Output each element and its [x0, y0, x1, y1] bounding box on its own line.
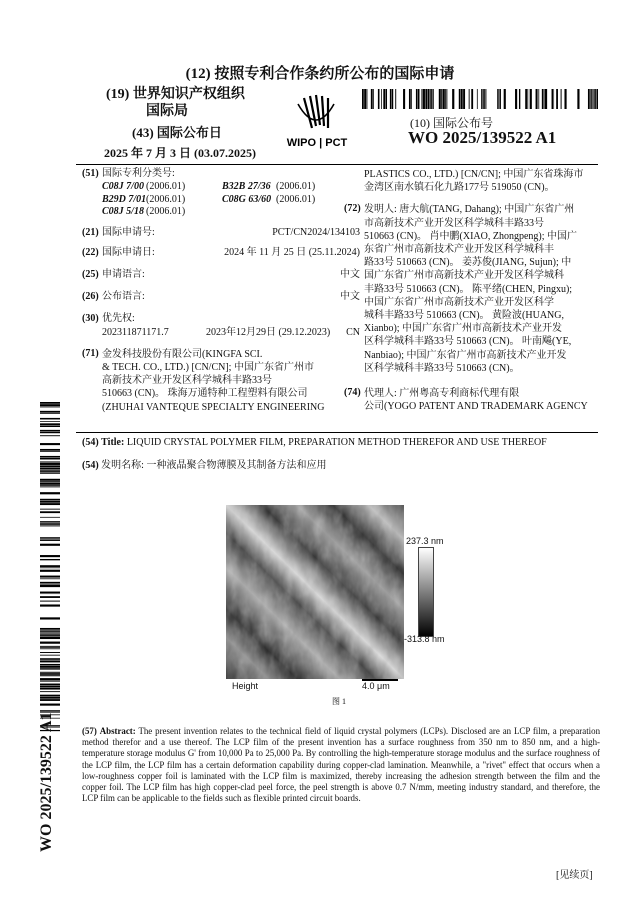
f21-code: (21)	[82, 226, 99, 238]
inventor-line: 路33号 510663 (CN)。 姜苏俊(JIANG, Sujun); 中	[364, 257, 572, 269]
barcode-bar	[433, 89, 434, 109]
barcode-bar	[40, 523, 60, 524]
ipc-row	[82, 206, 360, 219]
f21-value: PCT/CN2024/134103	[272, 226, 360, 238]
barcode-bar	[544, 89, 545, 109]
barcode-bar	[40, 596, 60, 598]
barcode-bar	[40, 655, 60, 656]
barcode-bar	[40, 681, 60, 682]
barcode-bar	[40, 483, 60, 485]
ipc-version: (2006.01)	[276, 181, 316, 192]
f30-number: 202311871171.7	[102, 326, 169, 338]
barcode-bar	[386, 89, 387, 109]
barcode-bar	[40, 538, 60, 539]
ipc-row	[82, 194, 360, 207]
f30-label: 优先权:	[102, 312, 135, 324]
barcode-bar	[40, 555, 60, 557]
barcode-bar	[373, 89, 374, 109]
barcode-bar	[40, 584, 60, 585]
barcode-bar	[40, 617, 60, 619]
f72-code: (72)	[344, 203, 361, 215]
barcode-bar	[40, 461, 60, 462]
abstract-text: The present invention relates to the technical field of liquid crystal polymers (LCPs). Disclosed are an LCP film, a preparation method therefor and a use thereof. The LCP film of the present invention has a surface roughness from 350 nm to 850 nm, and a high-temperature storage modulus G' from 10,000 Pa to 25,000 Pa. By controlling the high-temperature storage modulus and the surface roughness of the LCP film, the LCP film has a certain deformation capability during copper-clad lamination. Meanwhile, a "rivet" effect that occurs when a low-roughness copper foil is laminated with the LCP film is maximized, thereby increasing the adhesion strength between the film and the copper foil. The LCP film has high copper-clad peel force, the peel strength is above 0.7 N/mm, meeting industry standard, and therefore, the LCP film can be applicable to the fields such as flexible printed circuit boards.	[82, 726, 601, 804]
inventor-line: 市高新技术产业开发区科学城科丰路33号	[364, 217, 544, 229]
barcode-bar	[553, 89, 554, 109]
barcode-bar	[40, 443, 60, 445]
header-rule	[76, 164, 598, 165]
barcode-bar	[542, 89, 543, 109]
barcode-bar	[40, 471, 60, 472]
barcode-bar	[411, 89, 412, 109]
barcode-bar	[40, 631, 60, 632]
barcode-bar	[40, 526, 60, 527]
abstract	[82, 726, 600, 804]
pubno-code: (10)	[410, 116, 430, 130]
ipc-version: (2006.01)	[146, 206, 186, 218]
barcode-bar	[536, 89, 537, 109]
barcode-bar	[525, 89, 527, 109]
f30-date: 2023年12月29日 (29.12.2023)	[206, 326, 331, 338]
barcode-bar	[40, 695, 60, 697]
org-code: (19)	[106, 87, 130, 102]
inventor-line: 丰路33号 510663 (CN)。 陈平绪(CHEN, Pingxu);	[364, 283, 573, 295]
barcode-bar	[527, 89, 528, 109]
left-column	[82, 168, 360, 414]
barcode-bar	[40, 642, 60, 644]
barcode-bar	[545, 89, 547, 109]
barcode-bar	[40, 501, 60, 503]
barcode-bar	[40, 468, 60, 470]
publication-date	[104, 124, 256, 162]
barcode-bar	[486, 89, 487, 109]
inventor-line: 中国广东省广州市高新技术产业开发区科学	[364, 296, 554, 308]
barcode-bar	[40, 635, 60, 636]
logo-text: WIPO | PCT	[286, 137, 348, 149]
barcode-bar	[40, 517, 60, 518]
f22-label: 国际申请日:	[102, 246, 155, 258]
barcode-bar	[40, 537, 60, 538]
barcode-bar	[40, 652, 60, 653]
barcode-bar	[515, 89, 517, 109]
f26-value: 中文	[340, 290, 360, 302]
inventor-line: Nanbiao); 中国广东省广州市高新技术产业开发	[364, 349, 567, 361]
applicant-line: 高新技术产业开发区科学城科丰路33号	[102, 375, 272, 387]
ipc-version: (2006.01)	[146, 193, 186, 205]
f22-value: 2024 年 11 月 25 日 (25.11.2024)	[224, 246, 360, 258]
barcode-bar	[481, 89, 482, 109]
f30-country: CN	[346, 326, 360, 338]
barcode-bar	[40, 544, 60, 546]
pubdate-code: (43)	[132, 125, 154, 140]
barcode-bar	[561, 89, 562, 109]
barcode-bar	[40, 521, 60, 522]
barcode-bar	[40, 465, 60, 467]
barcode-bar	[40, 646, 60, 647]
f30-code: (30)	[82, 312, 99, 324]
barcode-bar	[40, 688, 60, 690]
applicant-line: 510663 (CN)。 珠海万通特种工程塑料有限公司	[102, 388, 308, 400]
barcode-bar	[383, 89, 385, 109]
abstract-label: Abstract:	[99, 726, 136, 736]
ipc-code: C08G 63/60	[222, 193, 272, 205]
length-scale-label: 4.0 μm	[362, 681, 390, 691]
barcode-bar	[40, 634, 60, 635]
barcode-bar	[392, 89, 394, 109]
barcode-bar	[577, 89, 579, 109]
f25-label: 申请语言:	[102, 268, 145, 280]
barcode-bar	[439, 89, 441, 109]
barcode-bar	[40, 710, 60, 711]
barcode-bar	[594, 89, 595, 109]
barcode-bar	[452, 89, 454, 109]
barcode-bar	[40, 648, 60, 649]
f71-code: (71)	[82, 347, 99, 359]
title-en-label: Title:	[101, 437, 125, 448]
barcode-bar	[40, 451, 60, 452]
right-column	[344, 168, 602, 413]
ipc-code: C08J 5/18	[102, 206, 144, 218]
continued-mark: [见续页]	[556, 870, 593, 881]
wipo-logo-icon	[268, 88, 366, 152]
barcode-bar	[40, 503, 60, 505]
barcode-bar	[591, 89, 592, 109]
wipo-organization	[106, 86, 245, 120]
ipc-version: (2006.01)	[146, 181, 186, 192]
barcode-bar	[459, 89, 461, 109]
barcode-bar	[40, 570, 60, 572]
scale-top-label: 237.3 nm	[406, 536, 444, 546]
barcode-bar	[40, 592, 60, 593]
barcode-bar	[519, 89, 520, 109]
barcode-bar	[40, 576, 60, 577]
barcode-bar	[40, 499, 60, 501]
applicant-continued	[364, 168, 602, 194]
barcode-bar	[40, 601, 60, 602]
ipc-code: C08J 7/00	[102, 181, 144, 192]
barcode-bar	[40, 421, 60, 422]
barcode-bar	[40, 509, 60, 510]
barcode-bar	[461, 89, 463, 109]
barcode-bar	[40, 449, 60, 451]
ipc-list	[82, 181, 360, 219]
abstract-code: (57)	[82, 726, 97, 736]
inventor-line: 区科学城科丰路33号 510663 (CN)。 叶南飚(YE,	[364, 336, 572, 348]
barcode-bar	[471, 89, 473, 109]
barcode-bar	[40, 473, 60, 474]
height-label: Height	[232, 681, 259, 691]
barcode-bar	[40, 463, 60, 465]
barcode-bar	[40, 565, 60, 567]
barcode-bar	[530, 89, 532, 109]
agent-line: 代理人: 广州粤高专利商标代理有限	[364, 388, 520, 400]
inventor-line: 城科丰路33号 510663 (CN)。 黄险波(HUANG,	[364, 310, 564, 322]
barcode-bar	[428, 89, 430, 109]
agent-line: 公司(YOGO PATENT AND TRADEMARK AGENCY	[364, 401, 588, 413]
barcode-bar	[40, 458, 60, 460]
barcode-bar	[40, 697, 60, 699]
barcode-bar	[40, 411, 60, 413]
inventor-line: 区科学城科丰路33号 510663 (CN)。	[364, 362, 520, 374]
applicant-line: 金湾区南水镇石化九路177号 519050 (CN)。	[364, 182, 555, 194]
barcode-bar	[40, 668, 60, 669]
barcode-bar	[564, 89, 566, 109]
f26-code: (26)	[82, 290, 99, 302]
barcode-bar	[367, 89, 368, 109]
barcode-bar	[371, 89, 373, 109]
barcode-bar	[40, 430, 60, 431]
barcode-bar	[40, 704, 60, 706]
title-section	[82, 437, 602, 448]
barcode-bar	[40, 407, 60, 408]
barcode-bar	[483, 89, 484, 109]
publication-number: WO 2025/139522 A1	[408, 128, 557, 147]
inventor-line: 国广东省广州市高新技术产业开发区科学城科	[364, 270, 564, 282]
barcode-bar	[595, 89, 596, 109]
figure-caption: 图 1	[332, 697, 346, 706]
barcode-bar	[40, 511, 60, 513]
mid-rule	[76, 432, 598, 433]
f71-applicants	[102, 348, 360, 414]
barcode-bar	[40, 664, 60, 666]
f51-label: 国际专利分类号:	[102, 168, 175, 179]
org-sub: 国际局	[146, 104, 188, 119]
barcode-bar	[445, 89, 446, 109]
barcode-bar	[40, 423, 60, 425]
title-cn-label: 发明名称:	[101, 460, 144, 471]
barcode-bar	[40, 659, 60, 660]
barcode-bar	[40, 402, 60, 404]
org-name: 世界知识产权组织	[132, 87, 245, 102]
barcode-bar	[40, 593, 60, 594]
barcode-bar	[40, 559, 60, 560]
barcode-side	[40, 402, 60, 732]
barcode-bar	[418, 89, 420, 109]
barcode-bar	[430, 89, 431, 109]
barcode-bar	[421, 89, 422, 109]
f74-code: (74)	[344, 387, 361, 399]
barcode-bar	[463, 89, 465, 109]
barcode-bar	[40, 404, 60, 406]
afm-height-image	[226, 505, 404, 679]
barcode-bar	[40, 630, 60, 631]
inventor-line: 东省广州市高新技术产业开发区科学城科丰	[364, 244, 554, 256]
ipc-code: B32B 27/36	[222, 181, 271, 192]
document-title: (12) 按照专利合作条约所公布的国际申请	[185, 66, 455, 82]
barcode-bar	[40, 633, 60, 634]
barcode-bar	[40, 699, 60, 701]
barcode-bar	[40, 585, 60, 587]
barcode-bar	[40, 582, 60, 583]
barcode-bar	[40, 540, 60, 541]
barcode-bar	[590, 89, 591, 109]
ipc-version: (2006.01)	[276, 193, 316, 205]
f21-label: 国际申请号:	[102, 226, 155, 238]
scale-bottom-label: -313.8 nm	[404, 634, 445, 644]
barcode-top	[362, 89, 598, 109]
barcode-bar	[40, 675, 60, 676]
ipc-row	[82, 181, 360, 194]
barcode-bar	[469, 89, 470, 109]
barcode-bar	[40, 577, 60, 578]
f25-code: (25)	[82, 268, 99, 280]
barcode-bar	[416, 89, 417, 109]
barcode-bar	[40, 673, 60, 675]
title-cn-row	[82, 456, 602, 471]
barcode-bar	[362, 89, 364, 109]
f72-inventors	[364, 203, 602, 375]
inventor-line: 510663 (CN)。 肖中鹏(XIAO, Zhongpeng); 中国广	[364, 230, 578, 242]
barcode-bar	[40, 691, 60, 692]
barcode-bar	[40, 647, 60, 648]
barcode-bar	[40, 470, 60, 471]
pubdate-value: 2025 年 7 月 3 日 (03.07.2025)	[104, 146, 256, 160]
barcode-bar	[381, 89, 382, 109]
applicant-line: (ZHUHAI VANTEQUE SPECIALTY ENGINEERING	[102, 401, 325, 413]
barcode-bar	[40, 661, 60, 663]
f22-code: (22)	[82, 246, 99, 258]
barcode-bar	[593, 89, 594, 109]
barcode-bar	[40, 456, 60, 457]
f54-code: (54)	[82, 437, 99, 448]
title-cn: 一种液晶聚合物薄膜及其制备方法和应用	[146, 460, 327, 471]
barcode-bar	[409, 89, 411, 109]
inventor-line: Xianbo); 中国广东省广州市高新技术产业开发	[364, 323, 563, 335]
barcode-bar	[403, 89, 405, 109]
barcode-bar	[500, 89, 501, 109]
barcode-bar	[364, 89, 366, 109]
barcode-bar	[477, 89, 478, 109]
barcode-bar	[597, 89, 598, 109]
ipc-code: B29D 7/01	[102, 193, 147, 205]
barcode-bar	[40, 479, 60, 481]
barcode-bar	[539, 89, 540, 109]
title-en: LIQUID CRYSTAL POLYMER FILM, PREPARATION METHOD THEREFOR AND USE THEREOF	[126, 437, 547, 448]
barcode-bar	[40, 686, 60, 688]
applicant-line: & TECH. CO., LTD.) [CN/CN]; 中国广东省广州市	[102, 361, 314, 373]
barcode-bar	[40, 418, 60, 420]
pubno-label: 国际公布号	[433, 116, 494, 130]
barcode-bar	[395, 89, 396, 109]
barcode-bar	[497, 89, 498, 109]
barcode-bar	[40, 637, 60, 639]
barcode-bar	[40, 684, 60, 686]
barcode-bar	[537, 89, 538, 109]
barcode-bar	[504, 89, 506, 109]
f54-code-cn: (54)	[82, 460, 99, 471]
f25-value: 中文	[340, 268, 360, 280]
barcode-bar	[556, 89, 558, 109]
barcode-bar	[40, 658, 60, 659]
barcode-bar	[40, 426, 60, 427]
f26-label: 公布语言:	[102, 290, 145, 302]
barcode-bar	[423, 89, 425, 109]
barcode-bar	[378, 89, 380, 109]
barcode-bar	[552, 89, 553, 109]
barcode-bar	[40, 435, 60, 436]
applicant-line: 金发科技股份有限公司(KINGFA SCI.	[102, 348, 263, 360]
barcode-bar	[484, 89, 485, 109]
barcode-bar	[40, 604, 60, 606]
barcode-bar	[40, 432, 60, 434]
height-scale-bar	[418, 547, 434, 637]
barcode-bar	[425, 89, 427, 109]
barcode-bar	[40, 481, 60, 482]
barcode-bar	[40, 567, 60, 568]
barcode-bar	[40, 492, 60, 494]
barcode-bar	[40, 628, 60, 630]
barcode-bar	[498, 89, 499, 109]
barcode-bar	[40, 666, 60, 668]
barcode-bar	[40, 524, 60, 525]
barcode-bar	[40, 413, 60, 414]
barcode-bar	[40, 672, 60, 673]
barcode-bar	[40, 678, 60, 680]
barcode-bar	[588, 89, 590, 109]
barcode-bar	[441, 89, 442, 109]
barcode-bar	[443, 89, 445, 109]
inventor-line: 发明人: 唐大航(TANG, Dahang); 中国广东省广州	[364, 204, 575, 216]
pubdate-label: 国际公布日	[156, 125, 222, 140]
barcode-bar	[390, 89, 391, 109]
applicant-line: PLASTICS CO., LTD.) [CN/CN]; 中国广东省珠海市	[364, 169, 584, 180]
barcode-bar	[40, 487, 60, 488]
barcode-bar	[431, 89, 432, 109]
barcode-bar	[40, 579, 60, 580]
barcode-bar	[40, 485, 60, 486]
side-publication-number: WO 2025/139522 A1	[38, 712, 55, 852]
f51-code: (51)	[82, 168, 99, 179]
barcode-bar	[447, 89, 448, 109]
f74-agent	[364, 387, 602, 413]
